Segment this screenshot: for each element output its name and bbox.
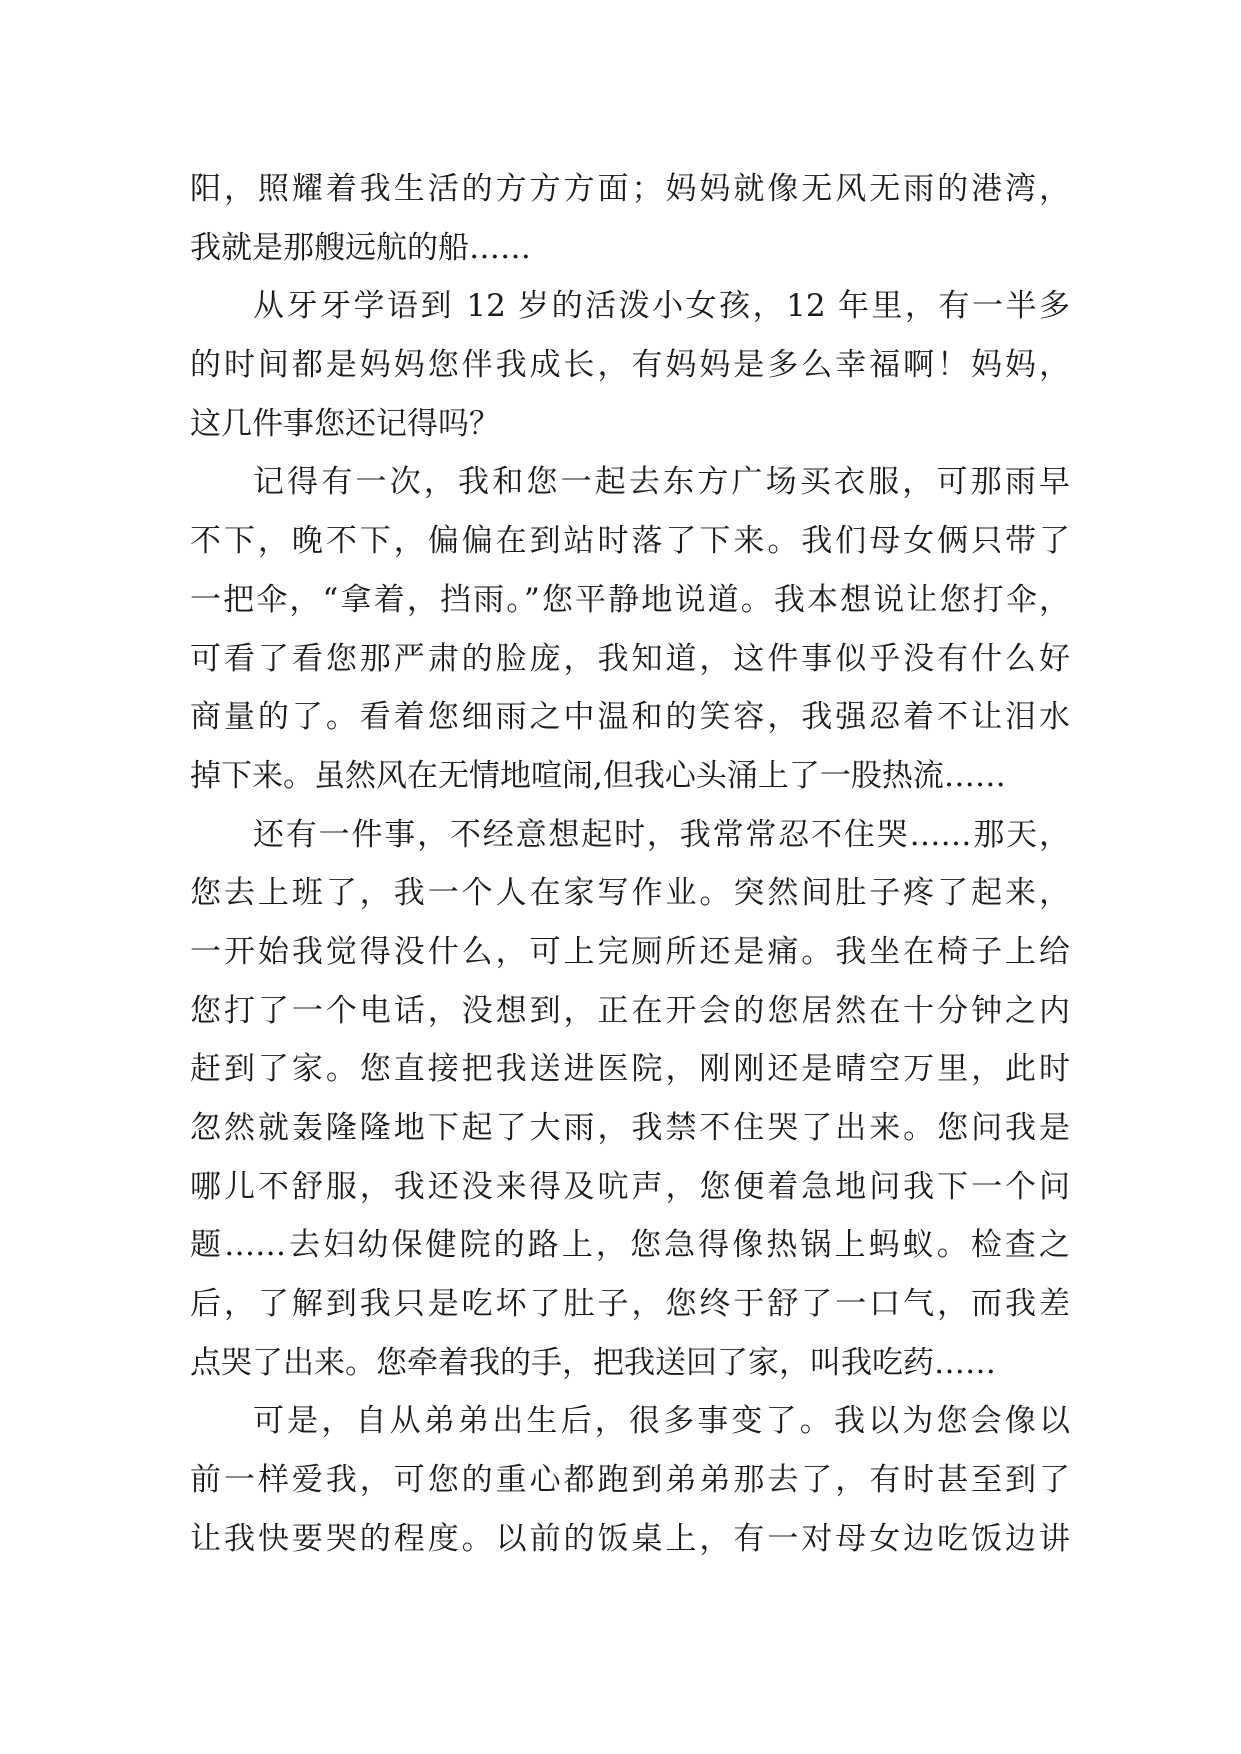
- text-line: 点哭了出来。您牵着我的手，把我送回了家，叫我吃药……: [190, 1344, 996, 1381]
- text-line: 可是，自从弟弟出生后，很多事变了。我以为您会像以: [253, 1403, 1070, 1440]
- text-line: 您去上班了，我一个人在家写作业。突然间肚子疼了起来，: [190, 875, 1070, 912]
- text-line: 从牙牙学语到 12 岁的活泼小女孩，12 年里，有一半多: [253, 288, 1070, 325]
- text-line: 您打了一个电话，没想到，正在开会的您居然在十分钟之内: [190, 992, 1070, 1029]
- text-line: 一把伞，“拿着，挡雨。”您平静地说道。我本想说让您打伞，: [190, 581, 1070, 618]
- text-line: 阳，照耀着我生活的方方方面；妈妈就像无风无雨的港湾，: [190, 171, 1070, 207]
- text-line: 让我快要哭的程度。以前的饭桌上，有一对母女边吃饭边讲: [190, 1520, 1070, 1557]
- text-line: 记得有一次，我和您一起去东方广场买衣服，可那雨早: [253, 464, 1070, 501]
- essay-body: [190, 160, 1070, 1569]
- text-line: 忽然就轰隆隆地下起了大雨，我禁不住哭了出来。您问我是: [190, 1110, 1070, 1146]
- text-line: 可看了看您那严肃的脸庞，我知道，这件事似乎没有什么好: [190, 640, 1070, 677]
- text-line: 题……去妇幼保健院的路上，您急得像热锅上蚂蚁。检查之: [190, 1227, 1070, 1264]
- text-line: 商量的了。看着您细雨之中温和的笑容，我强忍着不让泪水: [190, 699, 1070, 736]
- text-line: 我就是那艘远航的船……: [190, 229, 531, 266]
- text-line: 后，了解到我只是吃坏了肚子，您终于舒了一口气，而我差: [190, 1286, 1070, 1323]
- text-line: 这几件事您还记得吗？: [190, 405, 500, 442]
- text-line: 掉下来。虽然风在无情地喧闹,但我心头涌上了一股热流……: [190, 757, 1006, 794]
- text-line: 还有一件事，不经意想起时，我常常忍不住哭……那天，: [253, 816, 1070, 853]
- text-line: 赶到了家。您直接把我送进医院，刚刚还是晴空万里，此时: [190, 1051, 1070, 1088]
- text-line: 前一样爱我，可您的重心都跑到弟弟那去了，有时甚至到了: [190, 1462, 1070, 1499]
- text-line: 一开始我觉得没什么，可上完厕所还是痛。我坐在椅子上给: [190, 933, 1070, 970]
- text-line: 的时间都是妈妈您伴我成长，有妈妈是多么幸福啊！妈妈，: [190, 347, 1070, 384]
- text-line: 哪儿不舒服，我还没来得及吭声，您便着急地问我下一个问: [190, 1168, 1070, 1205]
- text-line: 不下，晚不下，偏偏在到站时落了下来。我们母女俩只带了: [190, 523, 1070, 560]
